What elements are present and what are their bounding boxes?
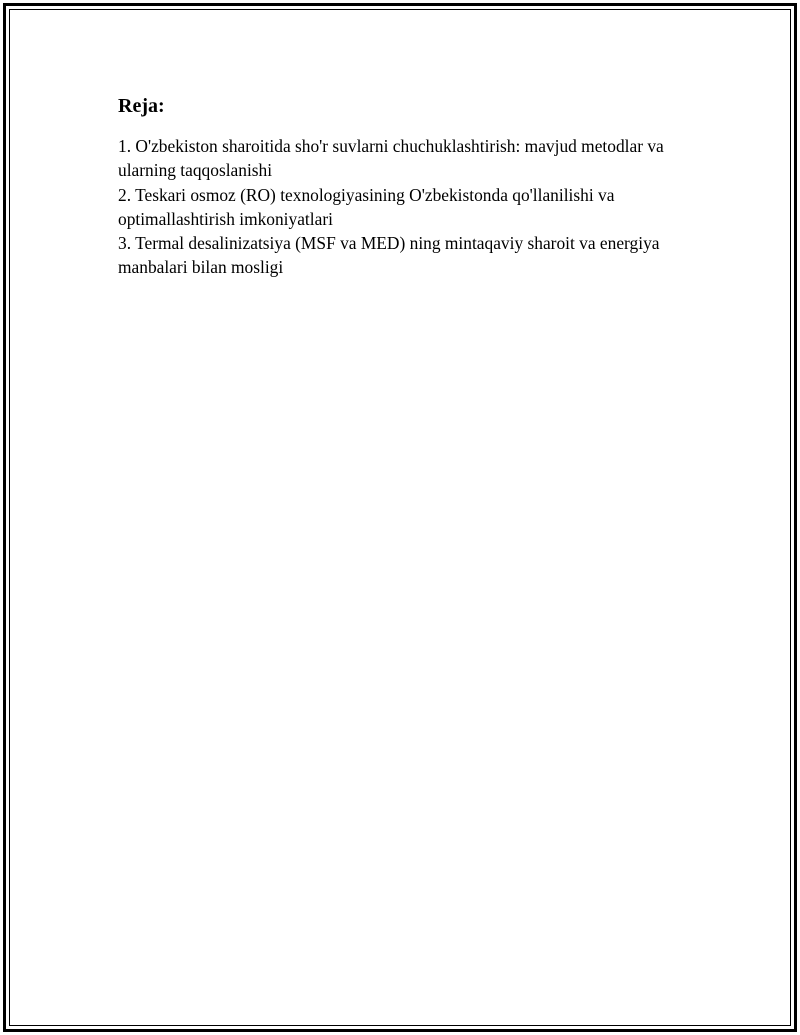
plan-item-3: 3. Termal desalinizatsiya (MSF va MED) ning mintaqaviy sharoit va energiya manbalari bilan mosligi [118,233,660,278]
plan-item-1: 1. O'zbekiston sharoitida sho'r suvlarni chuchuklashtirish: mavjud metodlar va ularning taqqoslanishi [118,136,664,181]
plan-list [118,134,688,280]
plan-item-2: 2. Teskari osmoz (RO) texnologiyasining O'zbekistonda qo'llanilishi va optimallashtirish imkoniyatlari [118,184,615,229]
page-content [118,92,688,280]
plan-heading: Reja: [118,95,165,117]
